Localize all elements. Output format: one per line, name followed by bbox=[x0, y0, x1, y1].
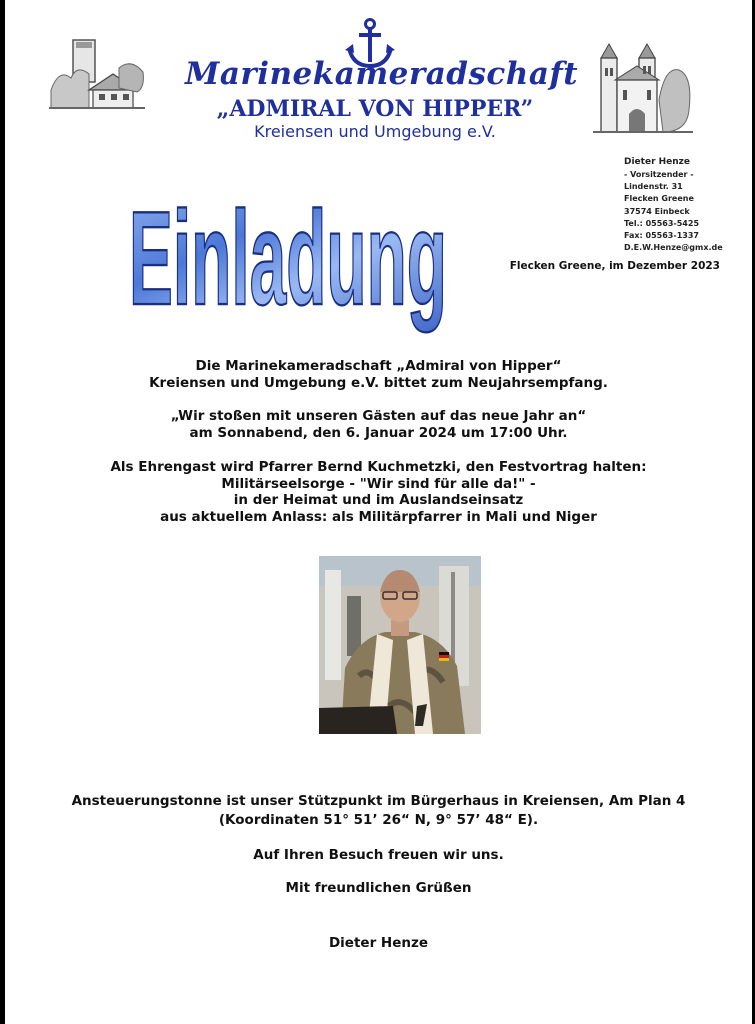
church-sketch-icon bbox=[593, 40, 693, 136]
intro-line-2: Kreiensen und Umgebung e.V. bittet zum Neujahrsempfang. bbox=[149, 375, 608, 391]
intro-line-1: Die Marinekameradschaft „Admiral von Hipper“ bbox=[195, 358, 562, 374]
contact-email: D.E.W.Henze@gmx.de bbox=[624, 243, 723, 253]
club-name: Marinekameradschaft bbox=[185, 56, 579, 92]
guest-line-4: aus aktuellem Anlass: als Militärpfarrer in Mali und Niger bbox=[160, 509, 597, 525]
motto-line-2: am Sonnabend, den 6. Januar 2024 um 17:00 Uhr. bbox=[189, 425, 568, 441]
location-line-2: (Koordinaten 51° 51’ 26“ N, 9° 57’ 48“ E). bbox=[218, 812, 539, 828]
guest-line-3: in der Heimat und im Auslandseinsatz bbox=[233, 492, 524, 508]
club-location: Kreiensen und Umgebung e.V. bbox=[254, 122, 496, 141]
title-wordart bbox=[125, 202, 455, 342]
contact-role: - Vorsitzender - bbox=[624, 170, 694, 179]
contact-tel: Tel.: 05563-5425 bbox=[624, 218, 700, 228]
guest-line-2: Militärseelsorge - "Wir sind für alle da!" - bbox=[221, 476, 536, 492]
contact-name: Dieter Henze bbox=[624, 157, 691, 167]
closing-line-2: Mit freundlichen Grüßen bbox=[285, 880, 472, 896]
club-subtitle: „ADMIRAL VON HIPPER” bbox=[216, 96, 534, 122]
invitation-page bbox=[5, 0, 752, 1024]
contact-town: Flecken Greene bbox=[624, 194, 694, 204]
motto-line-1: „Wir stoßen mit unseren Gästen auf das neue Jahr an“ bbox=[170, 408, 587, 424]
guest-photo bbox=[319, 556, 481, 734]
title-text: Einladung bbox=[129, 202, 447, 334]
contact-block bbox=[624, 156, 749, 254]
contact-street: Lindenstr. 31 bbox=[624, 182, 683, 192]
place-date: Flecken Greene, im Dezember 2023 bbox=[509, 260, 720, 272]
guest-line-1: Als Ehrengast wird Pfarrer Bernd Kuchmetzki, den Festvortrag halten: bbox=[110, 459, 647, 475]
closing-line-1: Auf Ihren Besuch freuen wir uns. bbox=[253, 847, 504, 863]
village-sketch-icon bbox=[49, 38, 145, 112]
location-line-1: Ansteuerungstonne ist unser Stützpunkt im Bürgerhaus in Kreiensen, Am Plan 4 bbox=[71, 793, 686, 809]
signature-name: Dieter Henze bbox=[328, 935, 429, 951]
contact-fax: Fax: 05563-1337 bbox=[624, 231, 699, 241]
contact-city: 37574 Einbeck bbox=[624, 206, 690, 216]
